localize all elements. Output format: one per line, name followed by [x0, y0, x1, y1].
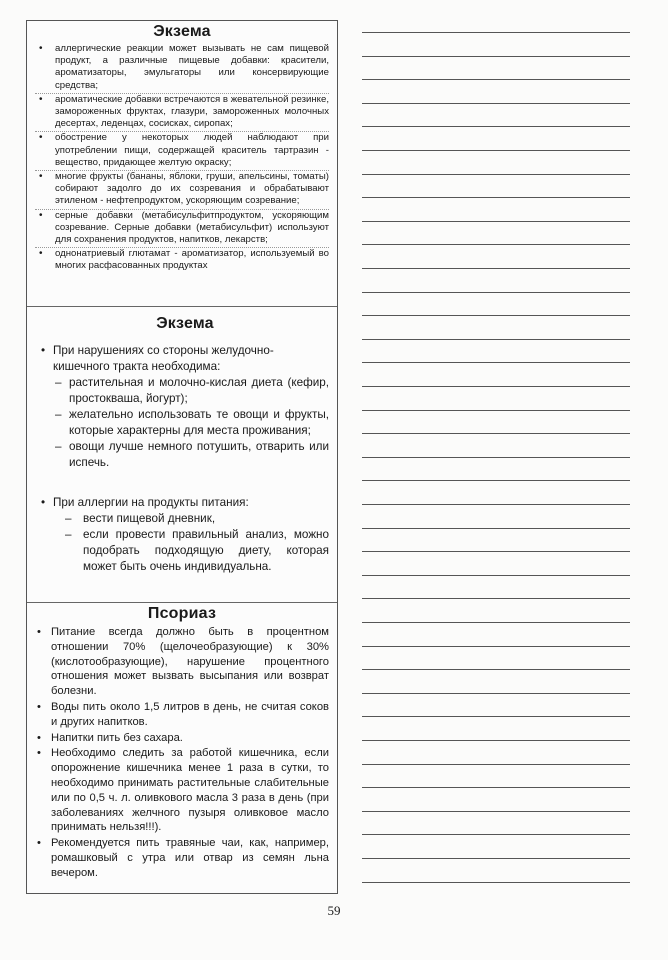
sub-item: – если провести правильный анализ, можно подобрать подходящую диету, которая может быть очень индивидуальна.	[41, 527, 329, 575]
sub-item: – растительная и молочно-кислая диета (кефир, простокваша, йогурт);	[41, 375, 329, 407]
list-item: • серные добавки (метабисульфитпродуктом, ускоряющим созревание. Серные добавки (метабисульфит) используют для сохранения продуктов, напитков, лекарств;	[35, 210, 329, 249]
note-line	[362, 79, 630, 80]
note-line	[362, 103, 630, 104]
list-item: • ароматические добавки встречаются в жевательной резинке, замороженных фруктах, глазури, замороженных молочных десертах, леденцах, сосисках, сиропах;	[35, 94, 329, 133]
psoriasis-box	[27, 603, 337, 895]
list-item: • Воды пить около 1,5 литров в день, не считая соков и других напитков.	[35, 700, 329, 730]
list-item: • Рекомендуется пить травяные чаи, как, например, ромашковый с утра или отвар из семян льна вечером.	[35, 836, 329, 880]
note-line	[362, 221, 630, 222]
note-line	[362, 480, 630, 481]
note-line	[362, 646, 630, 647]
left-column	[26, 20, 338, 894]
list-item: • Необходимо следить за работой кишечника, если опорожнение кишечника менее 1 раза в сутки, то необходимо принимать растительные слабительные или по 0,5 ч. л. оливкового масла 3 раза в день (при заболеваниях желчного пузыря оливковое масло принимать нельзя!!!).	[35, 746, 329, 835]
note-line	[362, 174, 630, 175]
sub-item: – вести пищевой дневник,	[41, 511, 329, 527]
note-line	[362, 858, 630, 859]
note-line	[362, 339, 630, 340]
list-item: • Питание всегда должно быть в процентном отношении 70% (щелочеобразующие) к 30% (кислотообразующие), нарушение процентного отношения может вызвать высыпания или возврат болезни.	[35, 625, 329, 699]
note-line	[362, 834, 630, 835]
note-line	[362, 669, 630, 670]
note-line	[362, 598, 630, 599]
note-line	[362, 622, 630, 623]
note-line	[362, 764, 630, 765]
sub-item: – овощи лучше немного потушить, отварить или испечь.	[41, 439, 329, 471]
eczema-diet-box	[27, 307, 337, 603]
note-line	[362, 811, 630, 812]
note-line	[362, 126, 630, 127]
note-line	[362, 787, 630, 788]
note-line	[362, 56, 630, 57]
page-number: 59	[327, 903, 341, 918]
eczema-additives-box	[27, 21, 337, 307]
note-line	[362, 716, 630, 717]
note-line	[362, 882, 630, 883]
list-item: • При аллергии на продукты питания:	[41, 495, 329, 511]
box3-list	[35, 625, 329, 881]
note-line	[362, 292, 630, 293]
note-line	[362, 433, 630, 434]
list-item: • обострение у некоторых людей наблюдают при употреблении пищи, содержащей краситель тартразин - вещество, придающее желтую окраску;	[35, 132, 329, 171]
note-line	[362, 150, 630, 151]
note-line	[362, 410, 630, 411]
note-line	[362, 575, 630, 576]
note-line	[362, 32, 630, 33]
note-line	[362, 244, 630, 245]
note-line	[362, 457, 630, 458]
box2-title: Экзема	[156, 315, 214, 332]
notes-column	[362, 20, 630, 894]
note-line	[362, 551, 630, 552]
note-line	[362, 315, 630, 316]
note-line	[362, 386, 630, 387]
note-line	[362, 740, 630, 741]
note-line	[362, 197, 630, 198]
list-item: • Напитки пить без сахара.	[35, 731, 329, 746]
box1-list	[35, 43, 329, 274]
note-line	[362, 693, 630, 694]
note-line	[362, 528, 630, 529]
box1-title: Экзема	[153, 23, 211, 40]
list-item: • однонатриевый глютамат - ароматизатор, используемый во многих расфасованных продуктах	[35, 248, 329, 273]
sub-item: – желательно использовать те овощи и фрукты, которые характерны для места проживания;	[41, 407, 329, 439]
list-item: • При нарушениях со стороны желудочно-кишечного тракта необходима:	[41, 343, 329, 375]
list-item: • аллергические реакции может вызывать не сам пищевой продукт, а различные пищевые добавки: красители, ароматизаторы, эмульгаторы или консервирующие средства;	[35, 43, 329, 94]
box3-title: Псориаз	[147, 605, 217, 622]
note-line	[362, 504, 630, 505]
list-item: • многие фрукты (бананы, яблоки, груши, апельсины, томаты) собирают задолго до их созревания и обрабатывают этиленом - нефтепродуктом, ускоряющим созревание;	[35, 171, 329, 210]
note-line	[362, 268, 630, 269]
note-line	[362, 362, 630, 363]
